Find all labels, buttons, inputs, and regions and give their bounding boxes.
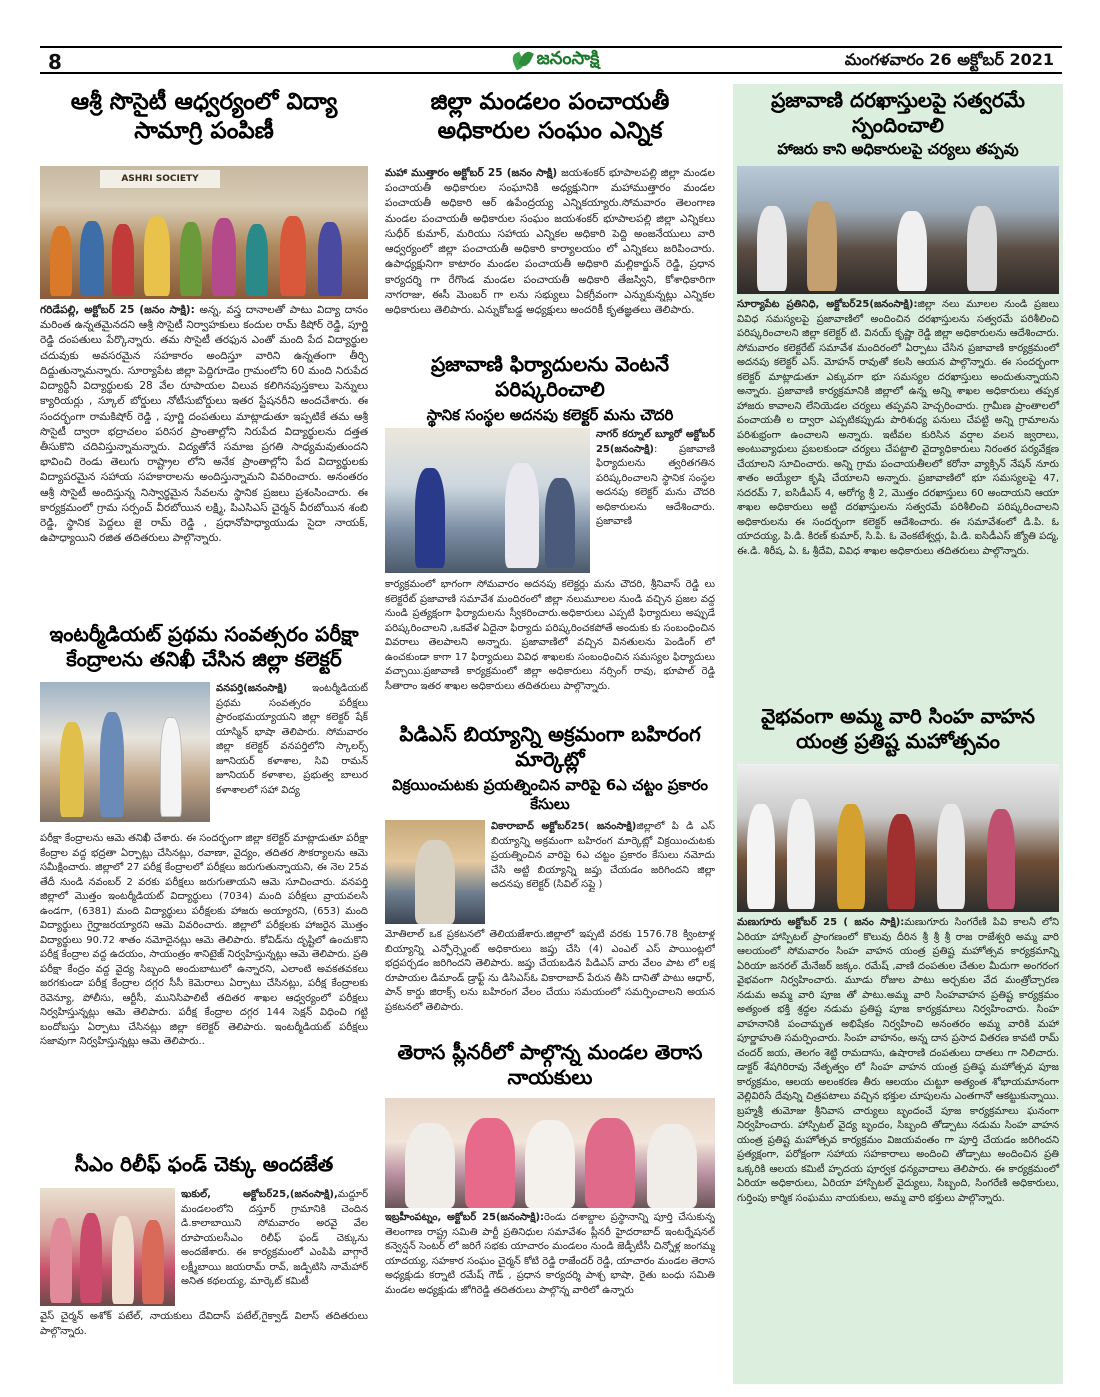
article-dateline: ఇబ్రహీంపట్నం, అక్టోబర్ 25(జనంసాక్షి): <box>385 1212 545 1223</box>
article-headline: ఇంటర్మీడియట్ ప్రథమ సంవత్సరం పరీక్షా కేంద్రాలను తనిఖీ చేసిన జిల్లా కలెక్టర్ <box>49 622 359 671</box>
article-photo <box>40 1188 175 1306</box>
article-body: పరీక్షా కేంద్రాలను ఆమె తనిఖీ చేశారు. ఈ సందర్భంగా జిల్లా కలెక్టర్ మాట్లాడుతూ పరీక్షా కేంద్రాల వద్ద భద్రతా ఏర్పాట్లు చేసినట్లు, రవాణా, వైద్యం, తదితర సౌకర్యాలను ఆమె సమీక్షించారు. జిల్లాలో 27 పరీక్ష కేంద్రాలలో పరీక్షలు జరుగుతున్నాయని, ఈ నెల 25వ తేదీ నుండి నవంబర్ 2 వరకు పరీక్షలు జరుగుతాయని ఆమె సూచించారు. వనపర్తి జిల్లాలో మొత్తం ఇంటర్మీడియట్ విద్యార్థులు (7034) మంది పరీక్షలు వ్రాయవలసి ఉండగా, (6381) మంది విద్యార్థులు పరీక్షలకు హాజరు అయ్యారని, (653) మంది విద్యార్థులు గైర్హాజరయ్యారని ఆమె వివరించారు. జిల్లాలో పరీక్షలకు హాజరైన మొత్తం విద్యార్థులు 90.72 శాతం నమోదైనట్లు ఆమె తెలిపారు. కోవిడ్‌ను దృష్టిలో ఉంచుకొని పరీక్ష కేంద్రాల వద్ద ఉదయం, సాయంత్రం శానిటైజ్ నిర్వహిస్తున్నట్లు ఆమె తెలిపారు. ప్రతి పరీక్షా కేంద్రం వద్ద వైద్య సిబ్బంది అందుబాటులో ఉన్నారని, ఎలాంటి అవకతవకలు జరగకుండా పరీక్ష కేంద్రాల దగ్గర సీసీ కెమెరాలు ఏర్పాటు చేసినట్లు, పరీక్ష కేంద్రాలకు రెవెన్యూ, పోలీసు, ఆర్టీసీ, మునిసిపాలిటీ తదితర శాఖల ఆధ్వర్యంలో పరీక్షలు నిర్వహిస్తున్నట్లు ఆమె తెలిపారు. పరీక్ష కేంద్రాల దగ్గర 144 సెక్షన్ విధించి గట్టి బందోబస్తు ఏర్పాటు చేసినట్లు జిల్లా కలెక్టర్ తెలిపారు. ఇంటర్మీడియట్ పరీక్షలు సజావుగా నిర్వహిస్తున్నట్లు ఆమె తెలిపారు.. <box>40 833 368 1047</box>
page-number: 8 <box>48 50 62 74</box>
article-text: రెండు దశాబ్దాల ప్రస్థానాన్ని పూర్తి చేసుకున్న తెలంగాణ రాష్ట్ర సమితి పార్టీ ప్రతినిధుల సమావేశం ప్లీనరీ హైదరాబాద్ ఇంటర్నేషనల్ కన్వెన్షన్ సెంటర్ లో జరిగే సభకు యాచారం మండలం నుండి జెడ్పీటీసీ చిన్నోళ్ల జంగమ్మ యాదయ్య, సహకార సంఘం చైర్మన్ కోటి రెడ్డి రాజేందర్ రెడ్డి, యాచారం మండల తెరాస అధ్యక్షుడు కర్నాటి రమేష్ గౌడ్ , ప్రధాన కార్యదర్శి పాశ్చ భాషా, రైతు బంధు సమితి మండల అధ్యక్షుడు జోగిరెడ్డి తదితరులు పాల్గొన్న వారిలో ఉన్నారు <box>385 1212 715 1296</box>
article-photo <box>737 764 1059 912</box>
article-dateline: వికారాబాద్ అక్టోబర్25( జనంసాక్షి) <box>491 821 637 832</box>
article-text: : ప్రజావాణి ఫిర్యాదులను త్వరితగతిన పరిష్కరించాలని స్థానిక సంస్థల అదనపు కలెక్టర్ మను చౌదరి అధికారులను ఆదేశించారు. ప్రజావాణి <box>596 443 715 527</box>
article-headline: వైభవంగా అమ్మ వారి సింహ వాహన యంత్ర ప్రతిష్ట మహోత్సవం <box>761 704 1035 753</box>
column-right <box>733 84 1063 1384</box>
article-dateline: మహా ముత్తారం అక్టోబర్ 25 (జనం సాక్షి) <box>385 167 558 179</box>
article-headline: సీఎం రిలీఫ్ ఫండ్ చెక్కు అందజేత <box>74 1152 334 1176</box>
article-dateline: వనపర్తి(జనంసాక్షి) <box>216 683 288 694</box>
issue-date: మంగళవారం 26 అక్టోబర్ 2021 <box>844 50 1054 69</box>
masthead-title: జనంసాక్షి <box>536 47 600 69</box>
article-dateline: సూర్యాపేట ప్రతినిధి, అక్టోబర్25(జనంసాక్షి): <box>737 299 918 310</box>
banner-sign: ASHRI SOCIETY <box>100 170 220 188</box>
article-text: అన్న, వస్త్ర దానాలతో పాటు విద్యా దానం మరింత ఉన్నతమైనదని ఆశ్రీ సొసైటీ నిర్వాహకులు కందుల రామ్ కిషోర్ రెడ్డి, పూర్ణి రెడ్డి దంపతులు పేర్కొన్నారు. తమ సొసైటీ తరఫున ఎంతో మంది పేద విద్యార్థుల చదువుకు అవసరమైన సహకారం అందిస్తూ వారిని ఉన్నతంగా తీర్చి దిద్దుతున్నామన్నారు. సూర్యాపేట జిల్లా పెద్దిగూడెం గ్రామంలోని 60 మంది నిరుపేద విద్యార్థినీ విద్యార్థులకు 28 వేల రూపాయల విలువ కలిగినపుస్తకాలు పెన్నులు క్యారియర్లు , స్కూల్ బోర్డులు నోటీసుబోర్డులు ఇతర స్టేషనరీని అందచేశారు. ఈ సందర్భంగా రామకిషోర్ రెడ్డి , పూర్ణి దంపతులు మాట్లాడుతూ ఇప్పటికే తమ ఆశ్రీ సొసైటీ ద్వారా భద్రాచలం పరిసర ప్రాంతాల్లోని నిరుపేద విద్యార్థులను దత్తత తీసుకొని చదివిస్తున్నామన్నారు. విద్యతోనే సమాజ ప్రగతి సాధ్యమవుతుందని భావించి రెండు తెలుగు రాష్ట్రాల లోని అనేక ప్రాంతాల్లోని పేద విద్యార్థులకు విద్యాపరమైన సహాయ సహకారాలను అందిస్తున్నామని వివరించారు. అనంతరం ఆశ్రీ సొసైటీ అందిస్తున్న నిస్వార్థమైన సేవలను స్థానిక ప్రజలు ప్రశంసించారు. ఈ కార్యక్రమంలో గ్రామ సర్పంచ్ వీరబోయిన లక్ష్మి, పిఎసిఎస్ చైర్మన్ వీరబోయిన శంబి రెడ్డి, స్థానిక పెద్దలు జై రామ్ రెడ్డి , ప్రధానోపాధ్యాయుడు సైదా నాయక్, ఉపాధ్యాయిని రజిత తదితరులు పాల్గొన్నారు. <box>40 304 368 545</box>
article-body <box>40 303 368 618</box>
article-text: జిల్లాలో పి డి ఎస్ బియ్యాన్ని అక్రమంగా బహిరంగ మార్కెట్లో విక్రయించుటకు ప్రయత్నించిన వారిపై 6ఎ చట్టం ప్రకారం కేసులు నమోదు చేసి అట్టి బియ్యాన్ని జప్తు చేయడం జరిగిందని జిల్లా అదనపు కలెక్టర్ (సివిల్ సప్లై ) <box>491 821 715 890</box>
article-photo <box>385 820 485 924</box>
article-photo <box>385 428 590 573</box>
article-text: మణుగూరు సింగరేణి పివి కాలనీ లోని ఏరియా హాస్పిటల్ ప్రాంగణంలో కొలువు దీరిన శ్రీ శ్రీ శ్రీ రాజ రాజేశ్వరి అమ్మ వారి ఆలయంలో సోమవారం సింహ వాహన యంత్ర ప్రతిష్ట మహోత్సవ కార్యక్రమాన్ని ఏరియా జనరల్ మేనేజర్ జక్కం. రమేష్ ,వాణి దంపతుల చేతుల మీదుగా అంగరంగ వైభవంగా నిర్వహించారు. మూడు రోజుల పాటు అర్చకుల వేద మంత్రోచ్చారణ నడుమ అమ్మ వారి పూజ తో పాటు.అమ్మ వారి సింహవాహన ప్రతిష్ట కార్యక్రమం అత్యంత భక్తి శ్రద్ధల నడుమ ప్రతిష్ట పూజ కార్యక్రమాలు నిర్వహించారు. సింహ వాహనానికి పంచామృత అభిషేకం నిర్వహించి అనంతరం అమ్మ వారికి మహా పూర్ణాహుతి సమర్పించారు. సింహ వాహనం, అన్న దాన ప్రసాద వితరణ కావటి రామ్ చందర్ జయ, తెలగం శెట్టి రామదాసు, ఉషారాణి దంపతులు దాతలు గా నిలిచారు. డాక్టర్ శేషగిరిరావు నేతృత్వం లో సింహ వాహన యంత్ర ప్రతిష్ఠ మహోత్సవ పూజ కార్యక్రమం, ఆలయ అలంకరణ తీరు ఆలయం చుట్టూ అత్యంత శోభాయమానంగా వెల్లివిరిసే దేవున్ని చిత్రపటాలు వచ్చిన భక్తుల చూపులను ఎంతగానో ఆకట్టుకున్నాయి. బ్రహ్మశ్రీ తుమోజు శ్రీనివాస చార్యులు బృందంచే పూజ కార్యక్రమాలు ఘనంగా నిర్వహించారు. హాస్పిటల్ వైద్య బృందం, సిబ్బంది తోడ్పాటు నడుమ సింహ వాహన యంత్ర ప్రతిష్ట మహోత్సవ కార్యక్రమం విజయవంతం గా పూర్తి చేయడం జరిగిందని ప్రత్యక్షంగా, పరోక్షంగా సహాయ సహకారాలు అందించి తోడ్పాటు అందించిన ప్రతి ఒక్కరికి ఆలయ కమిటీ హృదయ పూర్వక ధన్యవాదాలు తెలిపారు. ఈ కార్యక్రమంలో ఏరియా అధికారులు, ఏరియా హాస్పిటల్ వైద్యులు, సిబ్బంది, సింగరేణి అధికారులు, గుర్తింపు కార్మిక సంఘము నాయకులు, అమ్మ వారి భక్తులు పాల్గొన్నారు. <box>737 917 1059 1204</box>
article-body <box>385 166 715 348</box>
article-dateline: నాగర్ కర్నూల్ బ్యూరో అక్టోబర్ 25(జనంసాక్షి) <box>596 429 715 455</box>
article-photo <box>385 1098 715 1208</box>
article-dateline: ఇుకుల్, అక్టోబర్25,(జనంసాక్షి), <box>181 1189 338 1200</box>
article-text: జిల్లా నలు మూలల నుండి ప్రజలు వివిధ సమస్యలపై ప్రజావాణిలో అందించిన దరఖాస్తులను సత్వరమే పరిశీలించి పరిష్కరించాలని జిల్లా కలెక్టర్ టి. వినయ్ కృష్ణా రెడ్డి జిల్లా అధికారులను ఆదేశించారు. సోమవారం కలెక్టరేట్ సమావేశ మందిరంలో ఏర్పాటు చేసిన ప్రజావాణి కార్యక్రమంలో అదనపు కలెక్టర్ ఎస్. మోహన్ రావుతో కలసి ఆయన పాల్గొన్నారు. ఈ సందర్భంగా కలెక్టర్ మాట్లాడుతూ ఎక్కువగా భూ సమస్యల దరఖాస్తులు అందుతున్నాయని అన్నారు. ప్రజావాణి కార్యక్రమానికి జిల్లాలో ఉన్న అన్ని శాఖల అధికారులు తప్పక హాజరు కావాలని లేనియెడల చర్యలు తప్పవని హెచ్చరించారు. గ్రామీణ ప్రాంతాలలో పంచాయతీ ల ద్వారా ఎప్పటికప్పుడు పారిశుధ్య పనులు చేపట్టి అన్ని గ్రామాలను పరిశుభ్రంగా ఉంచాలని అన్నారు. ఇటీవల కురిసిన వర్షాల వలన జ్వరాలు, అంటువ్యాధులు ప్రబలకుండా చర్యలు చేపట్టాలి వైద్యాధికారులు నిరంతర పర్యవేక్షణ చేయాలని సూచించారు. అన్ని గ్రామ పంచాయతీలలో కరోనా వ్యాక్సిన్ నేషన్ నూరు శాతం అయ్యేలా కృషి చేయాలని అన్నారు. ప్రజావాణిలో భూ సమస్యలపై 47, సదరమ్ 7, ఐసిడీఎస్ 4, ఆరోగ్య శ్రీ 2, మొత్తం దరఖాస్తులు 60 అందాయని ఆయా శాఖల అధికారులు అట్టి దరఖాస్తులను సత్వరమే పరిశీలించి పరిష్కరించాలని అధికారులను ఈ సందర్భంగా కలెక్టర్ ఆదేశించారు. ఈ సమావేశంలో డి.పి. ఓ యాదయ్య, పి.డి. కిరణ్ కుమార్, సి.పి. ఓ వెంకటేశ్వర్లు, పి.డి. ఐసిడీఎస్ జ్యోతి పద్మ, ఈ.డి. శిరీష, ఏ. ఓ శ్రీదేవి, వివిధ శాఖల అధికారులు తదితరులు పాల్గొన్నారు. <box>737 299 1059 557</box>
article-subhead: విక్రయించుటకు ప్రయత్నించిన వారిపై 6ఎ చట్టం ప్రకారం కేసులు <box>391 776 709 813</box>
article-dateline: గరిడేపల్లి, అక్టోబర్ 25 (జనం సాక్షి): <box>40 304 195 316</box>
article-body: వైస్ చైర్మన్ అశోక్ పటేల్, నాయకులు దేవిదాస్ పటేల్,గైక్వాడ్ విలాస్ తదితరులు పాల్గొన్నారు. <box>40 1311 368 1337</box>
article-text: మద్దూర్ మండలంలోని దస్తూర్ గ్రామానికి చెందిన డి.కాలాబాయిని సోమవారం అరవై వేల రూపాయలసీఎం రిలీఫ్ ఫండ్ చెక్కును అందజేశారు. ఈ కార్యక్రమంలో ఎంపిపి వాగ్గారే లక్ష్మీబాయి జయరామ్ రావ్, జడ్పిటిసి నామేహార్ అనిత కథలయ్య, మార్కెట్ కమిటీ <box>181 1189 368 1287</box>
article-headline: పిడిఎస్ బియ్యాన్ని అక్రమంగా బహిరంగ మార్కెట్లో <box>399 722 701 771</box>
leaf-logo-icon <box>511 49 533 71</box>
article-dateline: మణుగూరు అక్టోబర్ 25 ( జనం సాక్షి): <box>737 917 905 928</box>
article-photo <box>737 166 1059 294</box>
article-headline: జిల్లా మండలం పంచాయతీ అధికారుల సంఘం ఎన్నిక <box>430 89 670 144</box>
article-photo <box>40 682 210 822</box>
article-text: ఇంటర్మీడియట్ ప్రథమ సంవత్సరం పరీక్షలు ప్రారంభమయ్యాయని జిల్లా కలెక్టర్ షేక్ యాస్మిన్ భాషా తెలిపారు. సోమవారం జిల్లా కలెక్టర్ వనపర్తిలోని స్కాలర్స్ జూనియర్ కళాశాల, సివి రామన్ జూనియర్ కళాశాల, ప్రభుత్వ బాలుర కళాశాలలో సహా విద్య <box>216 683 368 796</box>
column-middle <box>385 84 715 1384</box>
article-body <box>491 820 715 928</box>
article-headline: తెరాస ప్లీనరీలో పాల్గొన్న మండల తెరాస నాయకులు <box>397 1040 703 1089</box>
article-text: జయశంకర్ భూపాలపల్లి జిల్లా మండల పంచాయతీ అధికారుల సంఘానికి అధ్యక్షునిగా మహాముత్తారం మండల పంచాయతీ అధికారి ఆర్ ఉపేంద్రయ్య ఎన్నికయ్యారు.సోమవారం తెలంగాణ మండల పంచాయతీ అధికారుల సంఘం జయశంకర్ భూపాలపల్లి జిల్లా ఎన్నికలు సుధీర్ కుమార్, మరియు సహాయ ఎన్నికల అధికారి పెద్ది అంజనేయులు వారి ఆధ్వర్యంలో జిల్లా పంచాయతీ అధికారి కార్యాలయం లో ఎన్నికలు జరిపించారు. ఉపాధ్యక్షునిగా కాటారం మండల పంచాయతీ అధికారి మల్లికార్జున్ రెడ్డి, ప్రధాన కార్యదర్శి గా రేగొండ మండల పంచాయతీ అధికారి తేజస్విని, కోశాధికారిగా నాగరాజు, ఈసీ మెంబర్ గా లను సభ్యులు ఏకగ్రీవంగా ఎన్నుకున్నట్లు ఎన్నికల అధికారులు తెలిపారు. ఎన్నుకోబడ్డ అధ్యక్షులు అందరికీ కృతజ్ఞతలు తెలిపారు. <box>385 167 715 316</box>
article-subhead: స్థానిక సంస్థల అదనపు కలెక్టర్ మను చౌదరి <box>426 406 674 424</box>
article-body <box>733 294 1063 700</box>
article-subhead: హాజరు కాని అధికారులపై చర్యలు తప్పవు <box>777 140 1019 158</box>
article-body: కార్యక్రమంలో భాగంగా సోమవారం అదనపు కలెక్టర్లు మను చౌదరి, శ్రీనివాస్ రెడ్డి లు కలెక్టరేట్ ప్రజావాణి సమావేశ మందిరంలో జిల్లా నలుమూలల నుండి వచ్చిన ప్రజల వద్ద నుండి ప్రత్యక్షంగా ఫిర్యాదులను స్వీకరించారు.అధికారులు ఎప్పటి ఫిర్యాదులు అప్పుడే పరిష్కరించాలని ,ఒకవేళ ఏదైనా ఫిర్యాదు పరిష్కరించకపోతే అందుకు కు సంబంధించిన వివరాలు తెలపాలని అన్నారు. ప్రజావాణిలో వచ్చిన వినతులను పెండింగ్ లో ఉంచకుండా కాగా 17 ఫిర్యాదులు వివిధ శాఖలకు సంబంధించిన సమస్యల ఫిర్యాదులు వచ్చాయి.ప్రజావాణి కార్యక్రమంలో జిల్లా అధికారులు నర్సింగ్ రావు, భూపాల్ రెడ్డి సీతారాం ఇతర శాఖల అధికారులు తదితరులు పాల్గొన్నారు. <box>385 579 715 692</box>
article-headline: ప్రజావాణి దరఖాస్తులపై సత్వరమే స్పందించాలి <box>771 88 1025 137</box>
article-body: మోతిలాల్ ఒక ప్రకటనలో తెలియజేశారు.జిల్లాలో ఇప్పటి వరకు 1576.78 క్వింటాళ్ల బియ్యాన్ని ఎన్ఫోర్స్మెంట్ అధికారులు జప్తు చేసి (4) ఎంఎల్ ఎస్ పాయింట్లలో భద్రపర్చడం జరిగిందని తెలిపారు. జప్తు చేయబడిన పిడిఎస్ వారు వేలం పాట లో లక్ష రూపాయల డిమాండ్ డ్రాఫ్ట్ ను డిసిఎస్ఓ వికారాబాద్ పేరున తీసి దానితో పాటు ఆధార్, పాన్ కార్డు జిరాక్స్ లను బహిరంగ వేలం చేయు సమయంలో సమర్పించాలని అయన ప్రకటనలో తెలిపారు. <box>385 929 715 1013</box>
article-headline: ప్రజావాణి ఫిర్యాదులను వెంటనే పరిష్కరించాలి <box>430 352 670 401</box>
article-body <box>733 912 1063 1352</box>
article-photo <box>40 166 368 299</box>
article-body <box>596 428 715 578</box>
page-header <box>40 46 1062 74</box>
article-body <box>385 1211 715 1351</box>
article-body <box>181 1188 368 1310</box>
article-body <box>216 682 368 832</box>
article-headline: ఆశ్రీ సొసైటీ ఆధ్వర్యంలో విద్యా సామాగ్రి పంపిణీ <box>70 89 338 144</box>
masthead <box>480 42 630 78</box>
column-left <box>40 84 368 1384</box>
